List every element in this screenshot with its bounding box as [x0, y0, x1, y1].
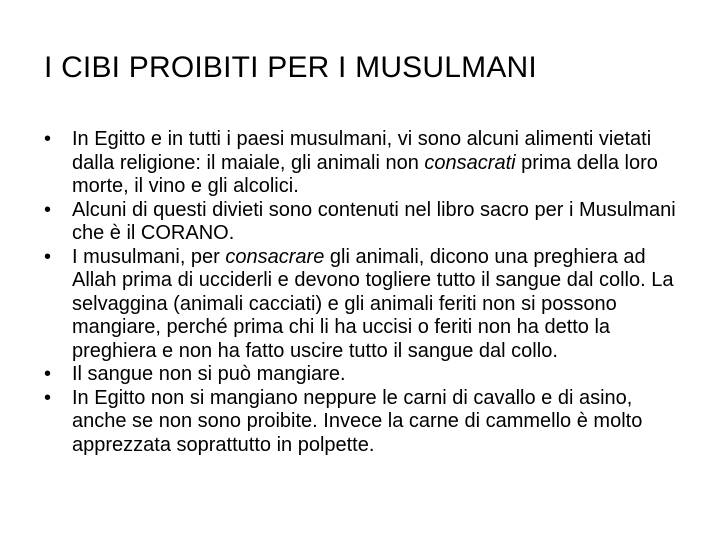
text-segment: Il sangue non si può mangiare.	[72, 363, 346, 385]
bullet-item-3	[44, 246, 682, 364]
bullet-icon: •	[44, 128, 52, 150]
bullet-text	[72, 246, 673, 362]
bullet-icon: •	[44, 198, 52, 221]
bullet-item-1	[44, 128, 682, 199]
bullet-icon: •	[44, 386, 52, 409]
bullet-icon: •	[44, 245, 52, 268]
bullet-text	[72, 199, 676, 245]
text-segment: In Egitto non si mangiano neppure le carni di cavallo e di asino, anche se non sono proibite. Invece la carne di cammello è molto apprezzata soprattutto in polpette.	[72, 386, 643, 456]
bullet-text	[72, 387, 642, 456]
text-segment: I musulmani, per	[72, 245, 226, 268]
italic-term: consacrare	[225, 245, 325, 268]
text-segment: prima della loro morte, il vino e gli alcolici.	[72, 151, 658, 197]
bullet-text	[72, 363, 346, 385]
text-segment: gli animali, dicono una preghiera ad Allah prima di ucciderli e devono togliere tutto il sangue dal collo. La selvaggina (animali cacciati) e gli animali feriti non si possono mangiare, perché prima chi li ha uccisi o feriti non ha detto la preghiera e non ha fatto uscire tutto il sangue dal collo.	[72, 245, 674, 362]
bullet-item-4	[44, 363, 682, 387]
text-segment: In Egitto e in tutti i paesi musulmani, vi sono alcuni alimenti vietati dalla religione: il maiale, gli animali non	[72, 128, 652, 174]
bullet-list	[44, 128, 682, 457]
bullet-item-2	[44, 199, 682, 246]
italic-term: consacrati	[424, 151, 516, 174]
slide-title: I CIBI PROIBITI PER I MUSULMANI	[44, 51, 537, 84]
bullet-text	[72, 128, 658, 197]
text-segment: Alcuni di questi divieti sono contenuti nel libro sacro per i Musulmani che è il CORANO.	[72, 198, 676, 244]
bullet-item-5	[44, 387, 682, 458]
bullet-icon: •	[44, 363, 52, 385]
